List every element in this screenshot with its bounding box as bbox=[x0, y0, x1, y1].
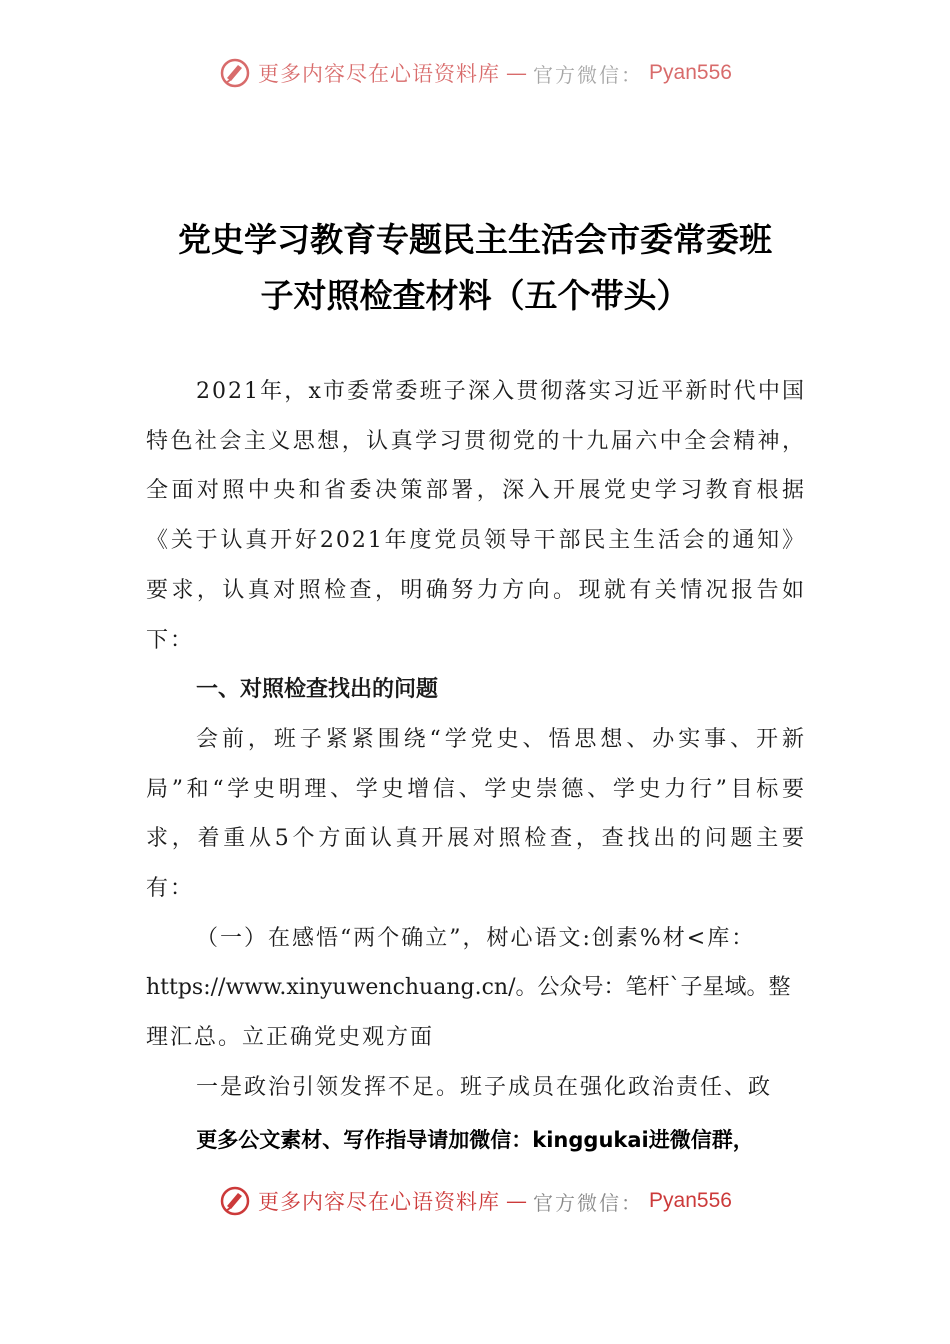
footer-watermark bbox=[0, 1184, 950, 1218]
watermark-official: 官方微信： bbox=[533, 62, 644, 87]
brand-logo-icon bbox=[218, 56, 252, 90]
paragraph-subsection-1-line-1: （一）在感悟“两个确立”，树心语文:创素%材<库： bbox=[196, 925, 756, 951]
watermark-dash: — bbox=[506, 1189, 528, 1213]
watermark-brand: 更多内容尽在心语资料库 bbox=[258, 62, 501, 86]
brand-logo-icon bbox=[218, 1184, 252, 1218]
title-line-2: 子对照检查材料（五个带头） bbox=[260, 276, 690, 315]
section-heading-1: 一、对照检查找出的问题 bbox=[196, 677, 439, 703]
title-line-1: 党史学习教育专题民主生活会市委常委班 bbox=[178, 220, 772, 259]
header-watermark bbox=[0, 56, 950, 90]
paragraph-point-1: 一是政治引领发挥不足。班子成员在强化政治责任、政 bbox=[196, 1074, 773, 1100]
watermark-wechat-id: Pyan556 bbox=[649, 61, 732, 84]
paragraph-subsection-1-line-3: 理汇总。立正确党史观方面 bbox=[146, 1025, 435, 1051]
document-body bbox=[146, 367, 806, 1113]
watermark-brand: 更多内容尽在心语资料库 bbox=[258, 1190, 501, 1214]
watermark-official: 官方微信： bbox=[533, 1190, 644, 1215]
document-title bbox=[140, 212, 810, 324]
watermark-wechat-id: Pyan556 bbox=[649, 1189, 732, 1212]
paragraph-overview: 会前，班子紧紧围绕“学党史、悟思想、办实事、开新局”和“学史明理、学史增信、学史崇德、学史力行”目标要求，着重从5个方面认真开展对照检查，查找出的问题主要有： bbox=[146, 726, 806, 902]
paragraph-intro: 2021年，x市委常委班子深入贯彻落实习近平新时代中国特色社会主义思想，认真学习贯彻党的十九届六中全会精神，全面对照中央和省委决策部署，深入开展党史学习教育根据《关于认真开好2021年度党员领导干部民主生活会的通知》要求，认真对照检查，明确努力方向。现就有关情况报告如下： bbox=[146, 379, 806, 653]
promo-banner: 更多公文素材、写作指导请加微信：kinggukai进微信群， bbox=[196, 1128, 754, 1152]
watermark-dash: — bbox=[506, 61, 528, 85]
paragraph-subsection-1-line-2: https://www.xinyuwenchuang.cn/。公众号：笔杆`子星域。整 bbox=[146, 975, 791, 1001]
